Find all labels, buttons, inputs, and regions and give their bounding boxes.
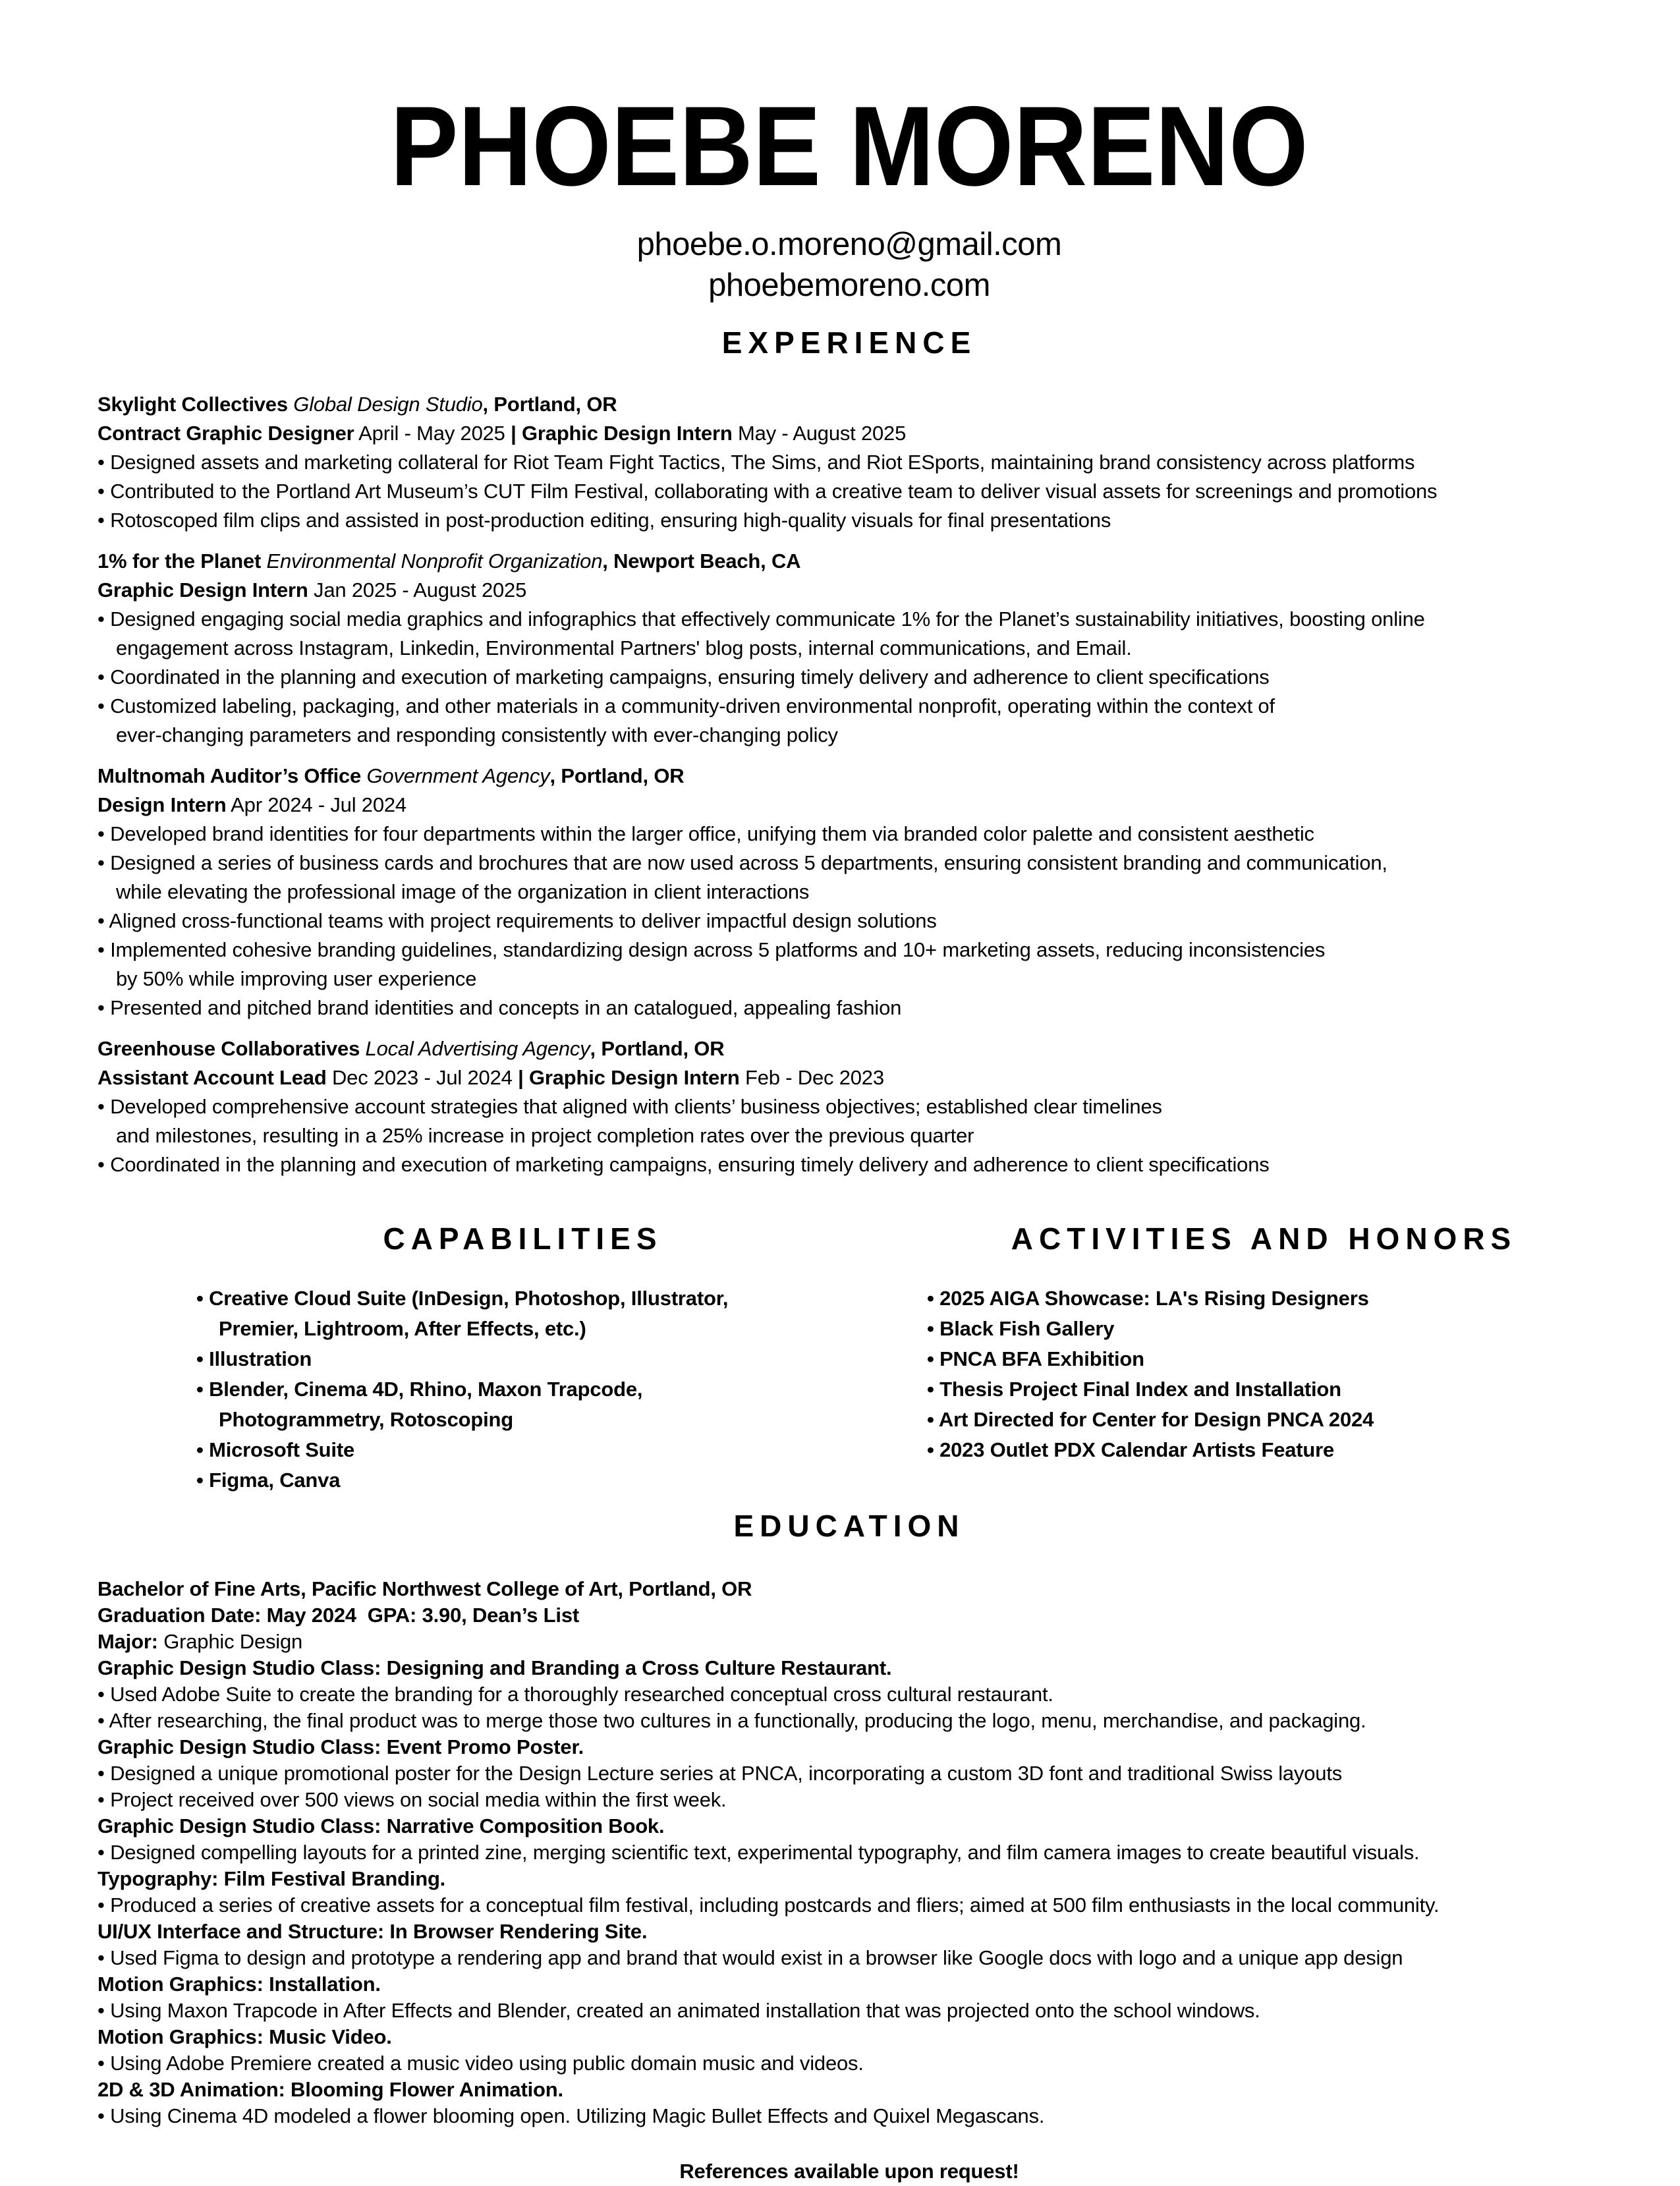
role-line: [98, 576, 1601, 605]
role-dates: Jan 2025 - August 2025: [308, 578, 527, 602]
bullet-item: • Using Cinema 4D modeled a flower blooming open. Utilizing Magic Bullet Effects and Quixel Megascans.: [98, 2104, 1045, 2127]
bullet-icon: •: [927, 1408, 939, 1431]
company-location: , Portland, OR: [482, 393, 617, 416]
activity-item: • 2023 Outlet PDX Calendar Artists Feature: [927, 1438, 1335, 1461]
bullet-icon: •: [927, 1317, 940, 1340]
bullet-icon: •: [98, 822, 111, 845]
bullet-icon: •: [98, 1788, 111, 1811]
activities-list: [927, 1283, 1601, 1465]
capabilities-activities-section: [98, 1202, 1601, 1496]
footer-note: References available upon request!: [679, 2160, 1019, 2183]
bullet-icon: •: [98, 480, 111, 503]
class-heading: 2D & 3D Animation: Blooming Flower Animation.: [98, 2078, 563, 2101]
bullet-icon: •: [98, 1095, 111, 1118]
bullet-item: • Rotoscoped film clips and assisted in post-production editing, ensuring high-quality visuals for final presentations: [98, 509, 1111, 532]
activity-item: • PNCA BFA Exhibition: [927, 1347, 1144, 1370]
bullet-item: • After researching, the final product was to merge those two cultures in a functionally, producing the logo, menu, merchandise, and packaging.: [98, 1709, 1366, 1732]
job-greenhouse-collaboratives: [98, 1034, 1601, 1179]
activities-heading: ACTIVITIES AND HONORS: [1011, 1221, 1517, 1256]
bullet-continuation: and milestones, resulting in a 25% increase in project completion rates over the previous quarter: [116, 1124, 974, 1147]
activities-column: [849, 1202, 1601, 1496]
company-descriptor: Global Design Studio: [287, 393, 483, 416]
bullet-icon: •: [196, 1378, 210, 1401]
capability-item: • Figma, Canva: [196, 1469, 341, 1492]
capability-continuation: Premier, Lightroom, After Effects, etc.): [219, 1317, 586, 1340]
company-name: Multnomah Auditor’s Office: [98, 764, 362, 787]
bullet-item: • Contributed to the Portland Art Museum’s CUT Film Festival, collaborating with a creative team to deliver visual assets for screenings and promotions: [98, 480, 1438, 503]
bullet-icon: •: [98, 694, 111, 717]
class-heading: Graphic Design Studio Class: Event Promo Poster.: [98, 1735, 584, 1758]
bullet-icon: •: [927, 1287, 940, 1310]
bullet-item: • Developed comprehensive account strategies that aligned with clients’ business objectives; established clear timelines and milestones, resulting in a 25% increase in project completion rates over the previous quarter: [98, 1092, 1601, 1150]
class-heading: UI/UX Interface and Structure: In Browser Rendering Site.: [98, 1920, 648, 1943]
bullet-icon: •: [98, 1153, 111, 1176]
job-multnomah-auditors-office: [98, 762, 1601, 1023]
bullet-icon: •: [98, 1893, 111, 1917]
role-dates: Dec 2023 - Jul 2024: [326, 1066, 518, 1089]
role-line: [98, 791, 1601, 820]
company-line: [98, 1034, 1601, 1063]
class-bullet-list: [98, 1998, 1601, 2024]
experience-heading: EXPERIENCE: [721, 325, 977, 360]
degree-line: Bachelor of Fine Arts, Pacific Northwest College of Art, Portland, OR: [98, 1577, 752, 1600]
company-descriptor: Environmental Nonprofit Organization: [261, 549, 603, 573]
bullet-icon: •: [196, 1287, 210, 1310]
class-bullet-list: [98, 2103, 1601, 2129]
bullet-icon: •: [98, 1762, 111, 1785]
bullet-item: • Designed a series of business cards and brochures that are now used across 5 departments, ensuring consistent branding and communication, while elevating the professional image of the organization in client interactions: [98, 849, 1601, 907]
job-one-percent-planet: [98, 547, 1601, 750]
graduation-line: Graduation Date: May 2024 GPA: 3.90, Dean’s List: [98, 1604, 579, 1627]
bullet-icon: •: [98, 1999, 111, 2022]
major-line: [98, 1629, 1601, 1655]
contact-block: [98, 224, 1601, 306]
bullet-icon: •: [98, 1683, 111, 1706]
bullet-icon: •: [98, 1841, 111, 1864]
role-dates: Feb - Dec 2023: [739, 1066, 884, 1089]
capability-item: • Microsoft Suite: [196, 1438, 354, 1461]
bullet-item: • Designed assets and marketing collateral for Riot Team Fight Tactics, The Sims, and Riot ESports, maintaining brand consistency across platforms: [98, 451, 1415, 474]
company-name: 1% for the Planet: [98, 549, 262, 573]
class-bullet-list: [98, 1681, 1601, 1734]
bullet-item: • Customized labeling, packaging, and other materials in a community-driven environmental nonprofit, operating within the context of ever-changing parameters and responding consistently with ever-changing policy: [98, 692, 1601, 750]
role-dates: Apr 2024 - Jul 2024: [226, 793, 406, 816]
education-heading: EDUCATION: [733, 1509, 965, 1543]
company-name: Skylight Collectives: [98, 393, 288, 416]
bullet-icon: •: [98, 996, 111, 1019]
bullet-continuation: while elevating the professional image of the organization in client interactions: [116, 880, 810, 903]
role-separator: |: [518, 1066, 529, 1089]
bullet-item: • Designed engaging social media graphics and infographics that effectively communicate 1% for the Planet’s sustainability initiatives, boosting online engagement across Instagram, Linkedin, Environmental Partners' blog posts, internal communications, and Email.: [98, 605, 1601, 663]
company-line: [98, 762, 1601, 791]
bullet-item: • Coordinated in the planning and execution of marketing campaigns, ensuring timely delivery and adherence to client specifications: [98, 665, 1270, 688]
bullet-item: • Using Adobe Premiere created a music video using public domain music and videos.: [98, 2052, 864, 2075]
company-location: , Portland, OR: [549, 764, 685, 787]
class-bullet-list: [98, 2050, 1601, 2077]
bullet-icon: •: [98, 1946, 111, 1969]
class-heading: Typography: Film Festival Branding.: [98, 1867, 446, 1890]
capability-item: • Illustration: [196, 1347, 312, 1370]
class-bullet-list: [98, 1760, 1601, 1813]
bullet-icon: •: [98, 509, 111, 532]
major-value: Graphic Design: [157, 1630, 303, 1653]
page-title: PHOEBE MORENO: [390, 83, 1308, 210]
role-title: Contract Graphic Designer: [98, 422, 354, 445]
activity-item: • Art Directed for Center for Design PNCA 2024: [927, 1408, 1374, 1431]
activity-item: • Thesis Project Final Index and Installation: [927, 1378, 1341, 1401]
bullet-icon: •: [98, 2104, 111, 2127]
bullet-item: • Developed brand identities for four departments within the larger office, unifying them via branded color palette and consistent aesthetic: [98, 822, 1314, 845]
bullet-icon: •: [98, 607, 111, 631]
capabilities-column: [98, 1202, 849, 1496]
class-heading: Motion Graphics: Music Video.: [98, 2025, 392, 2048]
company-name: Greenhouse Collaboratives: [98, 1037, 360, 1060]
bullet-icon: •: [98, 451, 111, 474]
bullet-item: • Produced a series of creative assets for a conceptual film festival, including postcards and fliers; aimed at 500 film enthusiasts in the local community.: [98, 1893, 1440, 1917]
company-location: , Newport Beach, CA: [602, 549, 801, 573]
bullet-item: • Used Adobe Suite to create the branding for a thoroughly researched conceptual cross cultural restaurant.: [98, 1683, 1053, 1706]
company-descriptor: Government Agency: [361, 764, 550, 787]
company-location: , Portland, OR: [590, 1037, 725, 1060]
bullet-item: • Project received over 500 views on social media within the first week.: [98, 1788, 727, 1811]
bullet-item: • Using Maxon Trapcode in After Effects and Blender, created an animated installation that was projected onto the school windows.: [98, 1999, 1260, 2022]
bullet-icon: •: [98, 2052, 111, 2075]
role-line: [98, 1063, 1601, 1092]
class-heading: Motion Graphics: Installation.: [98, 1973, 381, 1996]
capability-continuation: Photogrammetry, Rotoscoping: [219, 1408, 513, 1431]
company-line: [98, 547, 1601, 576]
bullet-continuation: engagement across Instagram, Linkedin, Environmental Partners' blog posts, internal communications, and Email.: [116, 636, 1132, 659]
bullet-icon: •: [98, 851, 111, 874]
job-bullet-list: [98, 1092, 1601, 1179]
bullet-item: • Aligned cross-functional teams with project requirements to deliver impactful design solutions: [98, 909, 937, 932]
role-separator: |: [511, 422, 522, 445]
role-dates: April - May 2025: [354, 422, 511, 445]
role-title: Graphic Design Intern: [528, 1066, 740, 1089]
capabilities-heading: CAPABILITIES: [383, 1221, 663, 1256]
company-descriptor: Local Advertising Agency: [360, 1037, 590, 1060]
bullet-item: • Presented and pitched brand identities and concepts in an catalogued, appealing fashion: [98, 996, 902, 1019]
bullet-icon: •: [196, 1347, 210, 1370]
bullet-icon: •: [927, 1347, 940, 1370]
bullet-item: • Used Figma to design and prototype a rendering app and brand that would exist in a browser like Google docs with logo and a unique app design: [98, 1946, 1403, 1969]
bullet-icon: •: [98, 938, 111, 961]
bullet-item: • Designed compelling layouts for a printed zine, merging scientific text, experimental typography, and film camera images to create beautiful visuals.: [98, 1841, 1420, 1864]
role-title: Assistant Account Lead: [98, 1066, 327, 1089]
bullet-icon: •: [927, 1438, 940, 1461]
major-label: Major:: [98, 1630, 158, 1653]
email-link[interactable]: phoebe.o.moreno@gmail.com: [636, 227, 1062, 262]
bullet-icon: •: [98, 665, 111, 688]
role-title: Graphic Design Intern: [522, 422, 733, 445]
website-link[interactable]: phoebemoreno.com: [708, 267, 990, 303]
education-section: [98, 1576, 1601, 2129]
role-dates: May - August 2025: [732, 422, 907, 445]
job-bullet-list: [98, 820, 1601, 1023]
bullet-item: • Implemented cohesive branding guidelines, standardizing design across 5 platforms and 10+ marketing assets, reducing inconsistencies by 50% while improving user experience: [98, 936, 1601, 994]
activity-item: • Black Fish Gallery: [927, 1317, 1115, 1340]
company-line: [98, 390, 1601, 419]
job-bullet-list: [98, 448, 1601, 535]
capability-item: • Creative Cloud Suite (InDesign, Photoshop, Illustrator, Premier, Lightroom, After Effects, etc.): [196, 1283, 849, 1344]
role-title: Design Intern: [98, 793, 227, 816]
class-bullet-list: [98, 1945, 1601, 1971]
class-heading: Graphic Design Studio Class: Designing and Branding a Cross Culture Restaurant.: [98, 1656, 892, 1679]
bullet-item: • Designed a unique promotional poster for the Design Lecture series at PNCA, incorporating a custom 3D font and traditional Swiss layouts: [98, 1762, 1343, 1785]
activity-item: • 2025 AIGA Showcase: LA's Rising Designers: [927, 1287, 1369, 1310]
role-line: [98, 419, 1601, 448]
capability-item: • Blender, Cinema 4D, Rhino, Maxon Trapcode, Photogrammetry, Rotoscoping: [196, 1374, 849, 1435]
bullet-icon: •: [927, 1378, 940, 1401]
bullet-item: • Coordinated in the planning and execution of marketing campaigns, ensuring timely delivery and adherence to client specifications: [98, 1153, 1270, 1176]
bullet-icon: •: [98, 1709, 109, 1732]
bullet-continuation: ever-changing parameters and responding consistently with ever-changing policy: [116, 723, 838, 746]
bullet-icon: •: [196, 1438, 210, 1461]
role-title: Graphic Design Intern: [98, 578, 308, 602]
job-skylight-collectives: [98, 390, 1601, 535]
class-bullet-list: [98, 1839, 1601, 1866]
bullet-icon: •: [98, 909, 109, 932]
bullet-icon: •: [196, 1469, 210, 1492]
class-heading: Graphic Design Studio Class: Narrative Composition Book.: [98, 1814, 665, 1837]
job-bullet-list: [98, 605, 1601, 750]
capabilities-list: [196, 1283, 849, 1496]
class-bullet-list: [98, 1892, 1601, 1919]
bullet-continuation: by 50% while improving user experience: [116, 967, 477, 990]
